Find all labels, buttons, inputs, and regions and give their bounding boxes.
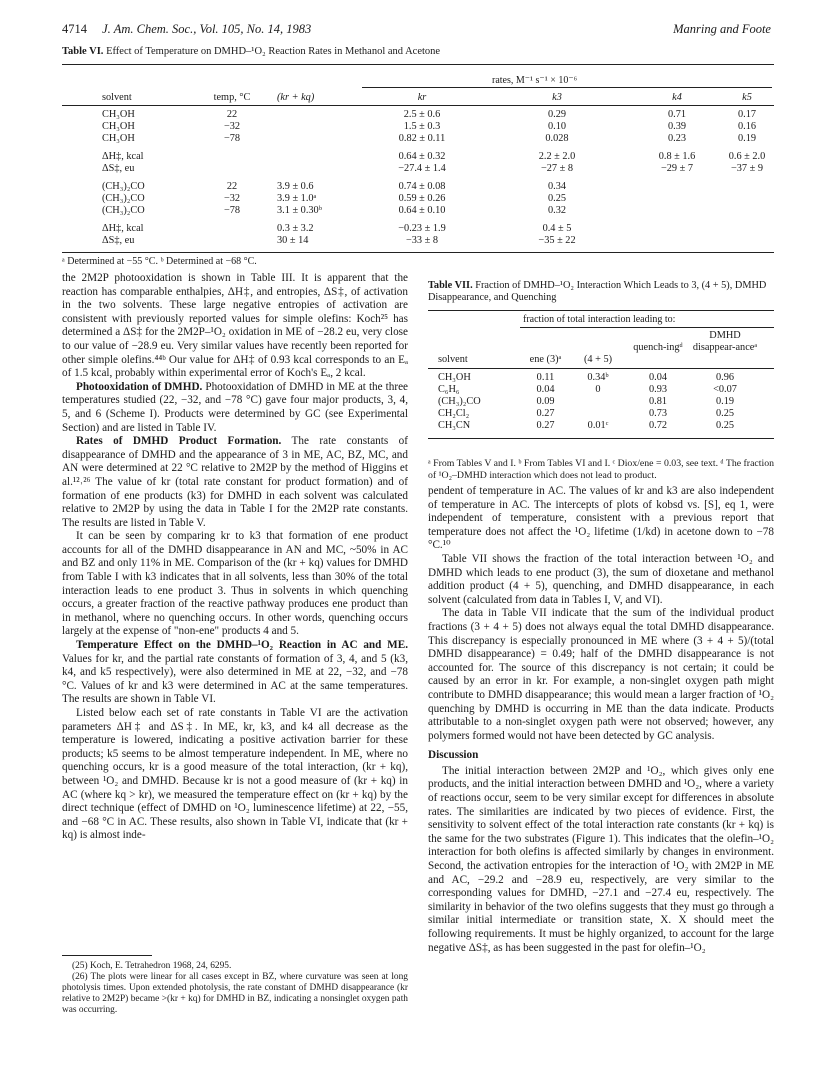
section-heading: Photooxidation of DMHD.	[76, 380, 203, 393]
table7-cell: 0.81	[648, 396, 668, 407]
section-heading: Discussion	[428, 749, 479, 762]
table7-cell: 0.34ᵇ	[587, 372, 609, 383]
table7-cell: (CH₃)₂CO	[438, 396, 481, 407]
page-number: 4714	[62, 22, 87, 36]
table7-caption	[428, 280, 774, 304]
table7-cell: <0.07	[713, 384, 737, 395]
table6-cell: (CH₃)₂CO	[102, 193, 145, 204]
table7-col-4-5: (4 + 5)	[583, 354, 613, 365]
table6-cell: 0.8 ± 1.6	[658, 151, 696, 162]
references	[62, 955, 408, 1016]
paragraph	[62, 435, 408, 530]
table6-cell: CH₃OH	[102, 133, 135, 144]
table6-cell: 0.19	[737, 133, 757, 144]
table6-cell: 22	[226, 109, 238, 120]
table6-cell: −37 ± 9	[730, 163, 764, 174]
table6-cell: −32	[223, 193, 241, 204]
table7-header-rule	[428, 368, 774, 369]
table6-col-solvent: solvent	[102, 92, 132, 103]
reference-25: (25) Koch, E. Tetrahedron 1968, 24, 6295.	[72, 961, 232, 971]
right-column	[428, 485, 774, 955]
paragraph: It can be seen by comparing kr to k3 that formation of ene product accounts for all of the DMHD disappearance in AN and MC, ~50% in AC and BZ and only 11% in ME. Comparison of the (kr + kq) values for DMHD from Table I with k3 indicates that in all solvents, less than 30% of the total interaction leads to ene product 3. Thus in solvents in which quenching occurs, a greater fraction of the reactive pathway produces ene product than in methanol, where no quenching occurs. In other words, quenching occurs largely at the expense of "non-ene" products 4 and 5.	[62, 530, 408, 638]
table7-top-rule	[428, 310, 774, 311]
table7-cell: 0.72	[648, 420, 668, 431]
table6-cell: 0.16	[737, 121, 757, 132]
paragraph: the 2M2P photooxidation is shown in Table III. It is apparent that the reaction has comparable enthalpies, ΔH‡, and entropies, ΔS‡, of activation in the two solvents. These large negative entropies of activation are consistent with previously reported values for simple olefins: Koch²⁵ has determined a ΔS‡ for the 2M2P–¹O₂ oxidation in ME of −28.2 eu, very close to our value of −28.9 eu. Very similar values have recently been reported for other simple olefins.⁴⁴ᵇ Our value for ΔH‡ of 0.93 kcal corresponds to an Eₐ of 1.5 kcal, probably within experimental error of Koch's Eₐ, 2 kcal.	[62, 272, 408, 380]
table6-cell: −32	[223, 121, 241, 132]
table6-cell: −33 ± 8	[405, 235, 439, 246]
table7-cell: 0.93	[648, 384, 668, 395]
table7-col-dmhd: DMHD disappear-anceᵃ	[692, 330, 758, 353]
table6-cell: 22	[226, 181, 238, 192]
table6-cell: 0.59 ± 0.26	[398, 193, 446, 204]
table6-col-k4: k4	[672, 92, 682, 103]
table7-cell: 0.01ᶜ	[587, 420, 609, 431]
table6-cell: 0.64 ± 0.32	[398, 151, 446, 162]
table6-cell: 0.23	[667, 133, 687, 144]
table6-cell: CH₃OH	[102, 109, 135, 120]
table7-cell: CH₂Cl₂	[438, 408, 470, 419]
table6-cell: −27.4 ± 1.4	[398, 163, 446, 174]
table7-cell: 0.27	[536, 408, 555, 419]
table6-caption	[62, 46, 440, 57]
table6-cell: 0.6 ± 2.0	[728, 151, 766, 162]
table6-cell: ΔS‡, eu	[102, 163, 135, 174]
table6-cell: −78	[223, 133, 241, 144]
table7-col-solvent: solvent	[438, 354, 468, 365]
table6-cell: 0.82 ± 0.11	[398, 133, 446, 144]
table7-group-rule	[520, 327, 774, 328]
table7-title: Fraction of DMHD–¹O₂ Interaction Which Leads to 3, (4 + 5), DMHD Disappearance, and Quenching	[428, 280, 767, 303]
table6-cell: 2.5 ± 0.6	[403, 109, 441, 120]
journal-citation: J. Am. Chem. Soc., Vol. 105, No. 14, 1983	[102, 22, 312, 36]
reference-26: (26) The plots were linear for all cases except in BZ, where curvature was seen at long photolysis times. Upon extended photolysis, the rate constant of DMHD disappearance (kr relative to 2M2P) became >(kr + kq) for DMHD in BZ, indicating a nonsinglet oxygen path was occurring.	[62, 972, 408, 1015]
table6-cell: ΔS‡, eu	[102, 235, 135, 246]
paragraph: The data in Table VII indicate that the sum of the individual product fractions (3 + 4 + 5) does not always equal the total DMHD disappearance. This discrepancy is especially pronounced in ME where (3 + 4 + 5)/(total DMHD disappearance) = 0.49; half of the DMHD disappearance is not accounted for. The source of this discrepancy is not certain; it could be caused by an error in kr. For example, a non-singlet oxygen path might contribute to DMHD disappearance; this would mean a larger fraction of ¹O₂ quenching by DMHD is occurring in ME than the data indicate. Products attributable to a non-singlet oxygen path were not observed; however, any polymers formed would not have been detected by GC analysis.	[428, 607, 774, 742]
table6-bottom-rule	[62, 252, 774, 253]
table7-cell: 0.11	[536, 372, 555, 383]
table6-cell: 0.4 ± 5	[542, 223, 572, 234]
table7-cell: 0.96	[715, 372, 735, 383]
table6-cell: (CH₃)₂CO	[102, 181, 145, 192]
table7-bottom-rule	[428, 438, 774, 439]
table7-cell: C₆H₆	[438, 384, 460, 395]
table6-cell: 30 ± 14	[277, 235, 309, 246]
table6-footnote: ᵃ Determined at −55 °C. ᵇ Determined at −68 °C.	[62, 256, 257, 267]
table6-cell: 0.64 ± 0.10	[398, 205, 446, 216]
table7-cell: 0.09	[536, 396, 555, 407]
table7-cell: 0.73	[648, 408, 668, 419]
authors: Manring and Foote	[673, 22, 771, 36]
paragraph: pendent of temperature in AC. The values of kr and k3 are also independent of temperature in AC. The intercepts of plots of kobsd vs. [S], eq 1, were independent of temperature, consistent with a previous report that temperature does not affect the ¹O₂ lifetime (1/kd) in acetone down to −78 °C.¹⁰	[428, 485, 774, 552]
paragraph-text: Photooxidation of DMHD in ME at the three temperatures studied (22, −32, and −78 °C) gave four major products, 3, 4, 5, and 6 (Scheme I). Products were determined by GC (see Experimental Section) and are listed in Table IV.	[62, 380, 408, 434]
paragraph	[62, 639, 408, 707]
table7-col-quenching: quench-ingᵈ	[633, 342, 683, 353]
table6-cell: 3.1 ± 0.30ᵇ	[277, 205, 322, 216]
table6-cell: 0.39	[667, 121, 687, 132]
section-heading: Rates of DMHD Product Formation.	[76, 435, 282, 448]
table7-cell: 0.25	[715, 420, 735, 431]
table6-cell: (CH₃)₂CO	[102, 205, 145, 216]
table7-label: Table VII.	[428, 280, 473, 291]
table6-cell: 0.25	[547, 193, 567, 204]
table6-label: Table VI.	[62, 46, 104, 57]
table7-cell: 0.04	[536, 384, 555, 395]
table6-cell: 0.71	[667, 109, 687, 120]
table6-col-k5: k5	[742, 92, 752, 103]
table6-rates-rule	[362, 87, 772, 88]
table6-cell: −35 ± 22	[538, 235, 576, 246]
paragraph	[62, 381, 408, 435]
table6-cell: −0.23 ± 1.9	[398, 223, 446, 234]
table6-cell: 0.10	[547, 121, 567, 132]
paragraph: The initial interaction between 2M2P and ¹O₂, which gives only ene products, and the initial interaction between DMHD and ¹O₂, where a variety of reactions occur, seem to be very similar except for differences in absolute rates. The similarities are indicated by two pieces of evidence. First, the sensitivity to solvent effect of the total interaction rate constants (kr + kq) is the same for the two substrates (Figure 1). This indicates that the olefin–¹O₂ interaction for both olefins is affected similarly by changes in environment. Second, the activation entropies for the interaction of ¹O₂ with 2M2P in ME and AC, −29.2 and −28.9 eu, respectively, are very similar to the corresponding values for DMHD, −27.1 and −27.4 eu, respectively. The similarity in behavior of the two olefins suggests that they must go through a similar initial intermediate or transition state, X. X should meet the following requirements. It must be highly organized, to account for the large negative ΔS‡, as has been suggested in the past for olefin–¹O₂	[428, 764, 774, 954]
table6-cell: 1.5 ± 0.3	[403, 121, 441, 132]
table6-cell: 0.028	[545, 133, 569, 144]
table6-cell: ΔH‡, kcal	[102, 223, 144, 234]
table6-cell: 2.2 ± 2.0	[538, 151, 576, 162]
left-column	[62, 272, 408, 843]
table6-cell: 0.74 ± 0.08	[398, 181, 446, 192]
table6-cell: 0.17	[737, 109, 757, 120]
table6-top-rule	[62, 64, 774, 65]
paragraph: Listed below each set of rate constants in Table VI are the activation parameters ΔH‡ and ΔS‡. In ME, kr, k3, and k4 all decrease as the temperature is lowered, indicating a positive activation barrier for these products; k5 seems to be almost temperature independent. In ME, where no quenching occurs, kr is a good measure of the total interaction, (kr + kq), between ¹O₂ and DMHD. Because kr is not a good measure of (kr + kq) in AC (where kq > kr), we measured the temperature effect on (kr + kq) by the direct technique (effect of DMHD on ¹O₂ luminescence lifetime) at 22, −55, and −68 °C in AC. These results, also shown in Table VI, indicate that (kr + kq) is almost inde-	[62, 707, 408, 842]
paragraph-text: The rate constants of disappearance of DMHD and the appearance of 3 in ME, AC, BZ, MC, and AN were determined at 22 °C relative to 2M2P by the method of Higgins et al.¹²˒²⁶ The value of kr (total rate constant for product formation) and of formation of ene products (k3) for DMHD in each solvent was calculated relative to 2M2P by using the data in Table I for the 2M2P rate constants. The results are listed in Table V.	[62, 435, 408, 529]
table6-col-k3: k3	[552, 92, 562, 103]
table7-group-header: fraction of total interaction leading to:	[523, 314, 676, 325]
table6-cell: 0.3 ± 3.2	[277, 223, 314, 234]
table6-cell: −78	[223, 205, 241, 216]
paragraph-text: Values for kr, and the partial rate constants of formation of 3, 4, and 5 (k3, k4, and k5 respectively), were also determined in ME at 22, −32, and −78 °C. Values of kr and k3 were determined in AC at the same temperatures. The results are shown in Table VI.	[62, 652, 408, 706]
table6-title: Effect of Temperature on DMHD–¹O₂ Reaction Rates in Methanol and Acetone	[106, 46, 441, 57]
section-heading: Temperature Effect on the DMHD–¹O₂ Reaction in AC and ME.	[76, 639, 408, 652]
table7-cell: 0.25	[715, 408, 735, 419]
table6-col-kr: kr	[417, 92, 427, 103]
table6-cell: −27 ± 8	[540, 163, 574, 174]
table7-cell: CH₃OH	[438, 372, 471, 383]
table6-cell: 3.9 ± 1.0ᵃ	[277, 193, 317, 204]
table7-footnote: ᵃ From Tables V and I. ᵇ From Tables VI and I. ᶜ Diox/ene = 0.03, see text. ᵈ The fraction of ¹O₂–DMHD interaction which does not lead to product.	[428, 458, 775, 481]
table6-cell: 0.32	[547, 205, 567, 216]
table6-cell: CH₃OH	[102, 121, 135, 132]
table7-col-ene: ene (3)ᵃ	[529, 354, 562, 365]
table6-rates-header: rates, M⁻¹ s⁻¹ × 10⁻⁶	[492, 75, 578, 86]
table6-header-rule	[62, 105, 774, 106]
table7-cell: 0.27	[536, 420, 555, 431]
reference-rule	[62, 955, 152, 956]
paragraph: Table VII shows the fraction of the total interaction between ¹O₂ and DMHD which leads to ene product (3), the sum of dioxetane and methanol addition product (4 + 5), quenching, and DMHD disappearance, in each solvent (calculated from data in Tables I, V, and VI).	[428, 552, 774, 606]
table6-col-temp: temp, °C	[213, 92, 251, 103]
header-left	[62, 22, 311, 37]
table6-cell: 3.9 ± 0.6	[277, 181, 314, 192]
table7-cell: 0.04	[648, 372, 668, 383]
table6-cell: ΔH‡, kcal	[102, 151, 144, 162]
table7-cell: CH₃CN	[438, 420, 471, 431]
table6-cell: −29 ± 7	[660, 163, 694, 174]
table6-cell: 0.34	[547, 181, 567, 192]
table7-cell: 0.19	[715, 396, 735, 407]
table7-cell: 0	[595, 384, 601, 395]
table6-col-kr-kq: (kr + kq)	[277, 92, 315, 103]
table6-cell: 0.29	[547, 109, 567, 120]
